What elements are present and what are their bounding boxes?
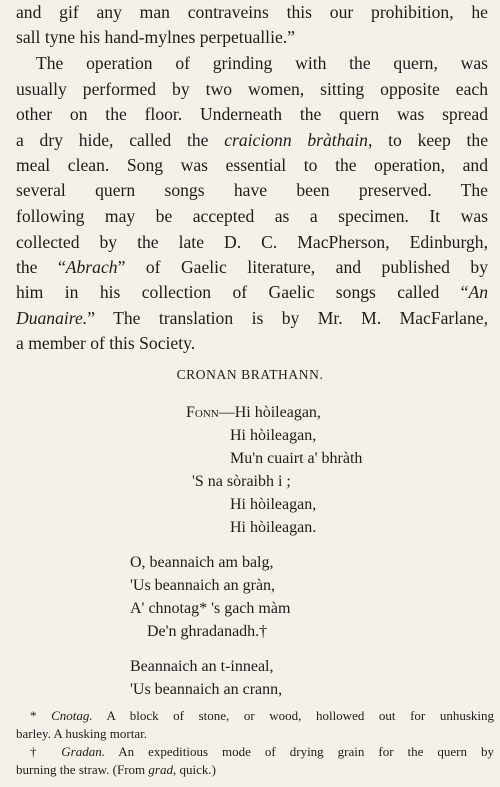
footnote-term: Gradan. [61,744,105,759]
body-text: ” The translation is by Mr. M. MacFarlane, [87,308,488,328]
gaelic-term: Abrach [65,257,118,277]
verse-line: A' chnotag* 's gach màm [130,600,291,617]
body-text: a dry hide, called the [16,130,225,150]
body-line: usually performed by two women, sitting opposite each [16,79,488,99]
gaelic-term: Duanaire. [16,308,88,328]
verse-line: Hi hòileagan, [230,427,317,444]
footnote-term: Cnotag. [51,708,93,723]
gaelic-term: An [468,282,488,302]
verse-line: Hi hòileagan, [230,496,317,513]
body-text: the “ [16,257,66,277]
verse-line: 'S na sòraibh i ; [192,473,291,490]
footnote-gradan-cont [16,760,494,780]
body-line: a member of this Society. [16,333,196,353]
footnote-text: An expeditious mode of drying grain for the quern by [104,744,495,759]
body-text: ” of Gaelic literature, and published by [117,257,488,277]
verse-text: Hi hòileagan, [234,404,321,421]
body-line [16,128,488,152]
verse-line: 'Us beannaich an crann, [130,681,283,698]
footnote-gradan [30,742,494,762]
fonn-dash: — [218,404,235,421]
verse-line: 'Us beannaich an gràn, [130,577,276,594]
body-text: him in his collection of Gaelic songs called “ [16,282,469,302]
body-line: following may be accepted as a specimen. It was [16,206,488,226]
body-line: meal clean. Song was essential to the operation, and [16,155,488,175]
body-text: , to keep the [367,130,489,150]
body-line [16,306,488,330]
footnote-mark: † [30,744,62,759]
body-line: several quern songs have been preserved. The [16,180,488,200]
footnote-term: grad [148,762,173,777]
footnote-text: , quick.) [172,762,216,777]
verse-line: De'n ghradanadh.† [147,623,268,640]
song-title: CRONAN BRATHANN. [176,367,324,382]
body-line [16,280,488,304]
footnote-text: A block of stone, or wood, hollowed out for unhusking [92,708,494,723]
body-line: sall tyne his hand-mylnes perpetuallie.” [16,27,295,47]
gaelic-term: craicionn bràthain [224,130,368,150]
body-line [16,255,488,279]
verse-line [186,402,321,424]
footnote-cnotag [30,706,494,726]
fonn-label: Fonn [186,404,219,421]
verse-line: Hi hòileagan. [230,519,317,536]
body-line: other on the floor. Underneath the quern was spread [16,104,488,124]
footnote-text: burning the straw. (From [16,762,149,777]
body-line: The operation of grinding with the quern, was [36,53,488,73]
footnote-mark: * [30,708,52,723]
body-line: and gif any man contraveins this our prohibition, he [16,2,488,22]
verse-line: Mu'n cuairt a' bhràth [230,450,363,467]
verse-line: Beannaich an t-inneal, [130,658,274,675]
body-line: collected by the late D. C. MacPherson, Edinburgh, [16,232,488,252]
verse-line: O, beannaich am balg, [130,554,274,571]
footnote-cnotag-cont: barley. A husking mortar. [16,726,147,741]
